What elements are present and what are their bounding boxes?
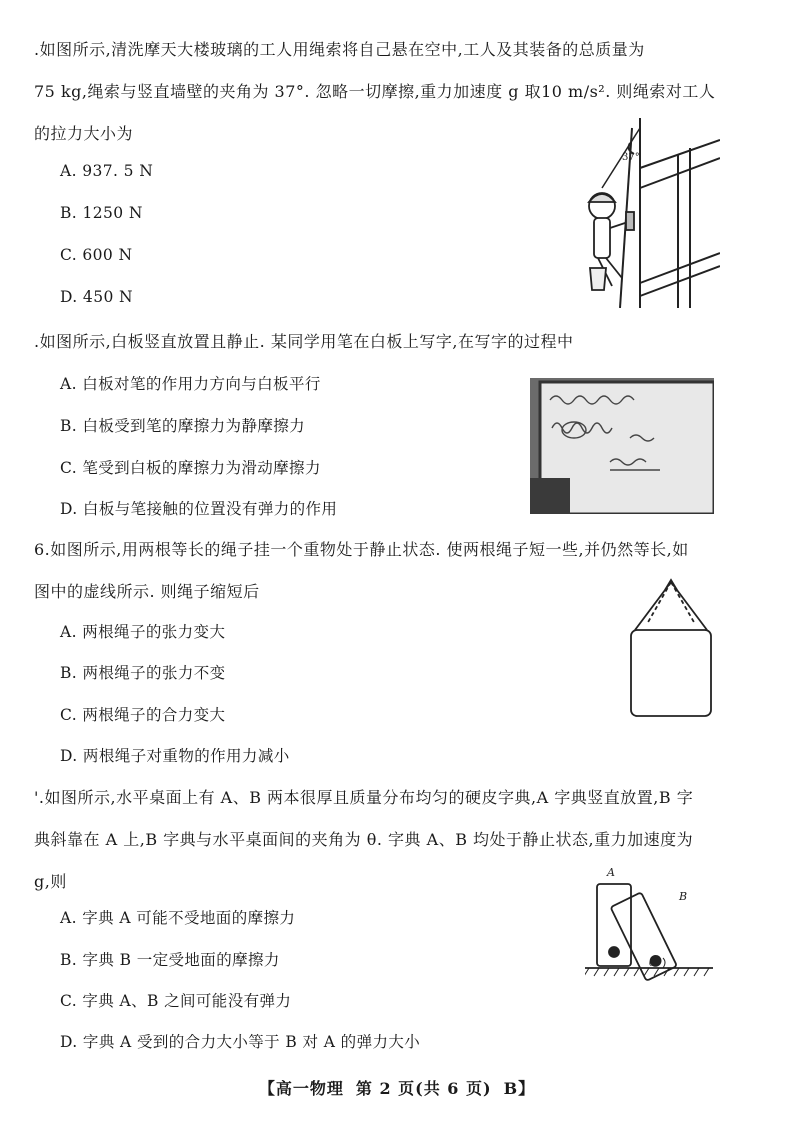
- option-b: B. 两根绳子的张力不变: [60, 664, 226, 682]
- option-a: A. 937. 5 N: [60, 162, 154, 180]
- footer-page: 第 2 页(共 6 页): [355, 1079, 492, 1098]
- option-b: B. 字典 B 一定受地面的摩擦力: [60, 951, 280, 969]
- angle-label: 37°: [622, 152, 640, 163]
- question-stem-line: 如图所示,用两根等长的绳子挂一个重物处于静止状态. 使两根绳子短一些,并仍然等长,如: [50, 540, 689, 559]
- option-c: C. 笔受到白板的摩擦力为滑动摩擦力: [60, 459, 321, 477]
- hanging-weight-figure: [625, 578, 717, 720]
- option-a: A. 白板对笔的作用力方向与白板平行: [60, 375, 321, 393]
- label-a: A: [607, 866, 615, 879]
- question-stem-line: 如图所示,白板竖直放置且静止. 某同学用笔在白板上写字,在写字的过程中: [39, 332, 574, 351]
- question-stem-line: 如图所示,清洗摩天大楼玻璃的工人用绳索将自己悬在空中,工人及其装备的总质量为: [39, 40, 645, 59]
- question-stem-line: 的拉力大小为: [34, 124, 134, 143]
- option-c: C. 字典 A、B 之间可能没有弹力: [60, 992, 292, 1010]
- option-d: D. 白板与笔接触的位置没有弹力的作用: [60, 500, 338, 518]
- footer-subject: 【高一物理: [258, 1079, 344, 1098]
- page-footer: [0, 1076, 794, 1099]
- option-b: B. 白板受到笔的摩擦力为静摩擦力: [60, 417, 306, 435]
- whiteboard-photo: [530, 378, 714, 514]
- question-5: [34, 322, 724, 361]
- question-number: '.: [34, 788, 45, 807]
- question-number: .: [34, 332, 40, 351]
- option-a: A. 字典 A 可能不受地面的摩擦力: [60, 909, 296, 927]
- question-stem-line: 典斜靠在 A 上,B 字典与水平桌面间的夹角为 θ. 字典 A、B 均处于静止状态,重力加速度为: [34, 830, 694, 849]
- label-theta: θ: [649, 958, 656, 969]
- label-b: B: [679, 890, 688, 903]
- question-number: .: [34, 40, 40, 59]
- question-number: 6.: [34, 540, 51, 559]
- option-a: A. 两根绳子的张力变大: [60, 623, 226, 641]
- question-stem-line: 图中的虚线所示. 则绳子缩短后: [34, 582, 260, 601]
- option-d: D. 字典 A 受到的合力大小等于 B 对 A 的弹力大小: [60, 1033, 421, 1051]
- option-b: B. 1250 N: [60, 204, 143, 222]
- window-cleaner-figure: [580, 118, 720, 308]
- dictionaries-figure: [585, 862, 713, 984]
- option-d: D. 450 N: [60, 288, 134, 306]
- option-c: C. 两根绳子的合力变大: [60, 706, 226, 724]
- question-stem-line: 如图所示,水平桌面上有 A、B 两本很厚且质量分布均匀的硬皮字典,A 字典竖直放置,B 字: [44, 788, 694, 807]
- question-6: [34, 530, 724, 611]
- question-stem-line: 75 kg,绳索与竖直墙壁的夹角为 37°. 忽略一切摩擦,重力加速度 g 取10 m/s². 则绳索对工人: [34, 82, 716, 101]
- option-c: C. 600 N: [60, 246, 133, 264]
- footer-version: B】: [503, 1079, 536, 1098]
- option-d: D. 两根绳子对重物的作用力减小: [60, 747, 290, 765]
- question-stem-line: g,则: [34, 872, 67, 891]
